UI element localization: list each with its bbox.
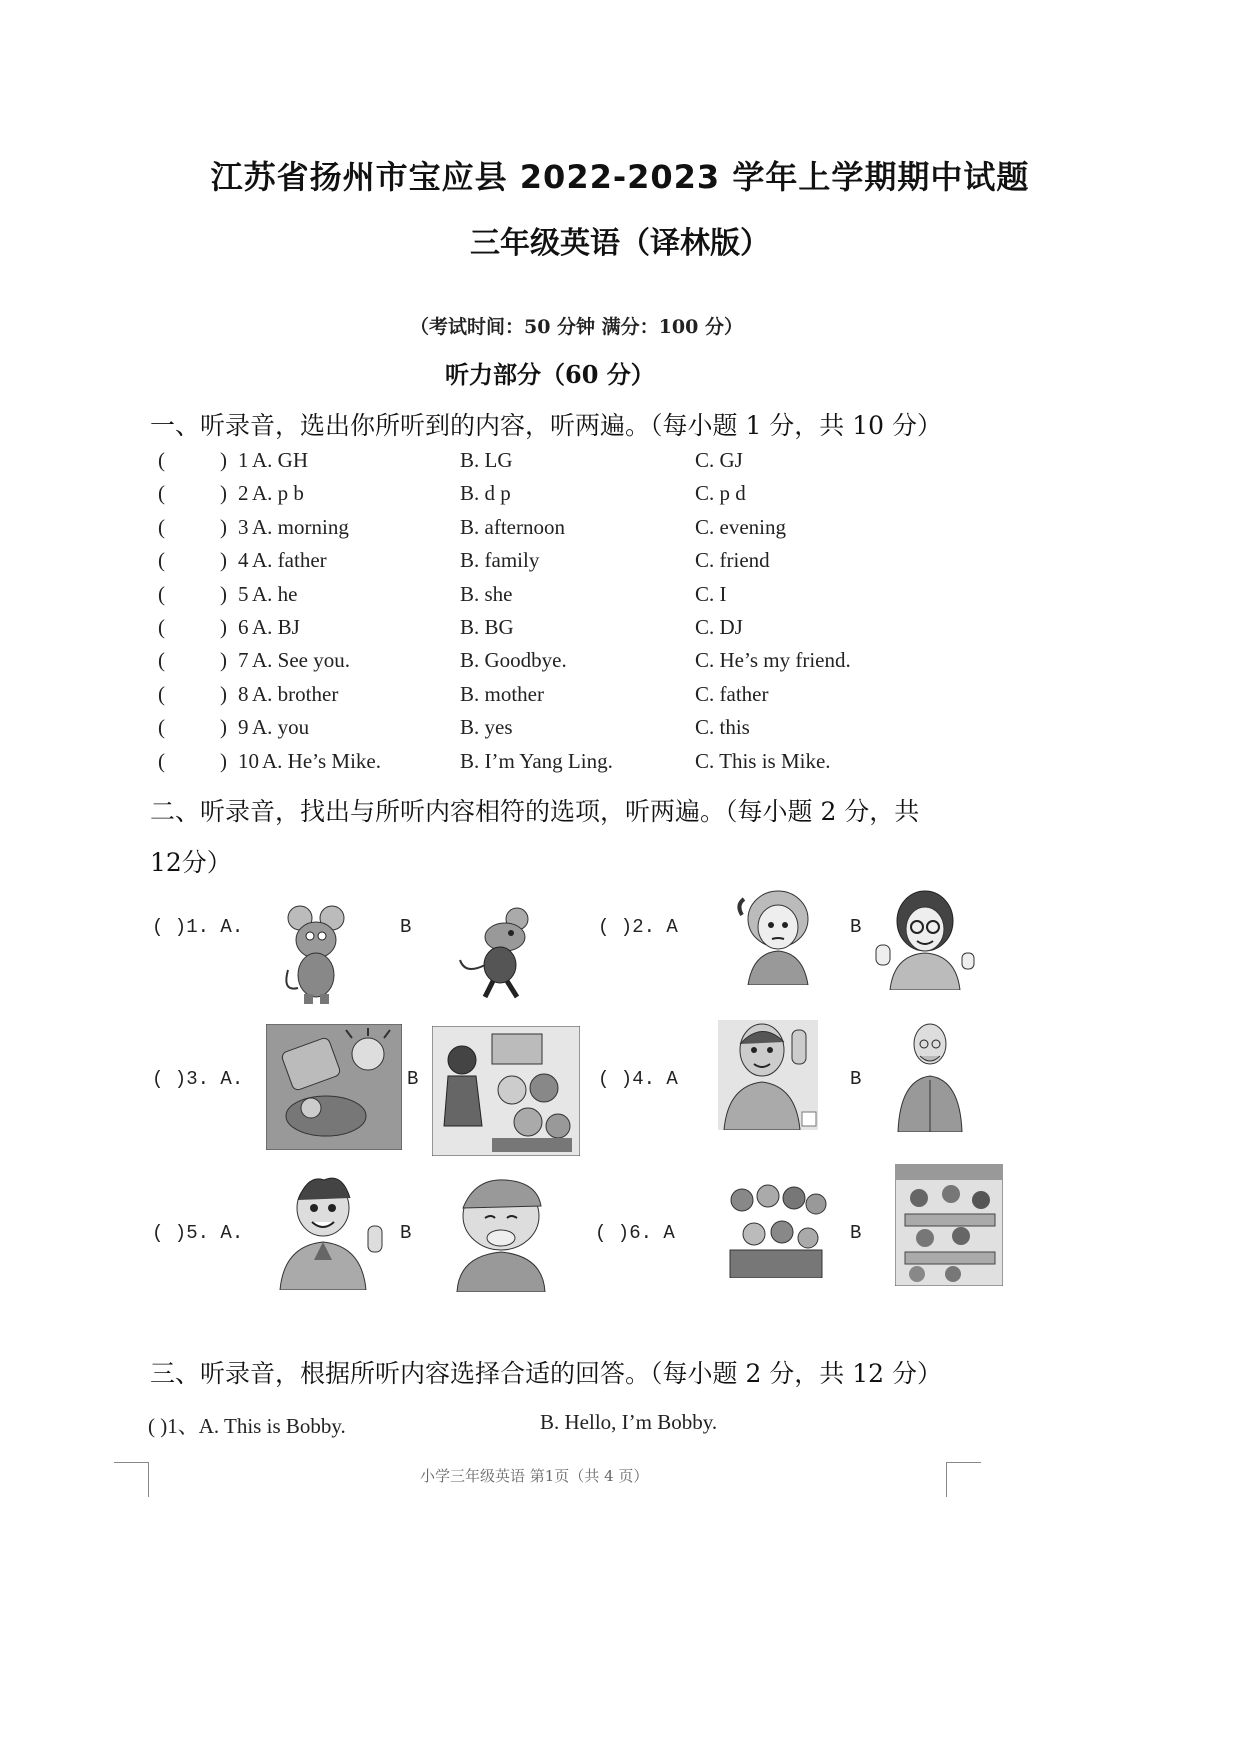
question-row [150, 448, 1050, 478]
answer-paren-close: ) [220, 615, 227, 639]
students-in-classroom-picture [895, 1164, 1003, 1286]
section1-heading: 一、听录音，选出你所听到的内容，听两遍。（每小题 1 分，共 10 分） [150, 411, 943, 440]
option-c: C. He’s my friend. [695, 648, 851, 673]
option-c: C. father [695, 681, 769, 706]
option-c: C. p d [695, 481, 746, 506]
answer-paren-open[interactable]: ( [158, 715, 165, 740]
crop-mark-left [114, 1462, 149, 1497]
listening-part-heading: 听力部分（60 分） [445, 360, 655, 389]
question-number: 10 [238, 748, 259, 773]
question-row [150, 582, 1050, 612]
option-a: A. See you. [252, 648, 350, 673]
man-waving-picture [718, 1020, 818, 1130]
option-a: A. you [252, 715, 310, 740]
question-row [150, 615, 1050, 645]
answer-paren-open[interactable]: ( [158, 481, 165, 506]
page-subtitle: 三年级英语（译林版） [470, 226, 770, 261]
option-b: B. BG [460, 615, 514, 639]
answer-paren-open[interactable]: ( [158, 748, 165, 773]
section3-heading: 三、听录音，根据所听内容选择合适的回答。（每小题 2 分，共 12 分） [150, 1359, 943, 1388]
option-a: A. He’s Mike. [262, 748, 381, 773]
answer-paren-close: ) [220, 748, 227, 773]
question-number: 5 [238, 581, 249, 606]
s2-item-2-label: ( )2. A [598, 916, 678, 938]
option-a: A. he [252, 581, 298, 606]
answer-paren-close: ) [220, 448, 227, 472]
crop-mark-right [946, 1462, 981, 1497]
answer-paren-close: ) [220, 681, 227, 706]
option-a: A. p b [252, 481, 304, 506]
s3-question-1-label: ( )1、A. This is Bobby. [148, 1414, 346, 1438]
option-b: B. yes [460, 715, 513, 740]
question-number: 2 [238, 481, 249, 506]
s2-item-3-label: ( )3. A. [152, 1068, 244, 1090]
option-a: A. BJ [252, 615, 300, 639]
option-a: A. father [252, 548, 327, 573]
option-b: B. d p [460, 481, 511, 506]
boy-waving-picture [268, 1170, 388, 1290]
s2-item-2-b: B [850, 916, 862, 938]
boy-laughing-picture [445, 1172, 557, 1292]
option-c: C. I [695, 581, 727, 606]
option-c: C. DJ [695, 615, 743, 639]
answer-paren-open[interactable]: ( [158, 548, 165, 573]
s2-item-6-b: B [850, 1222, 862, 1244]
option-b: B. she [460, 581, 513, 606]
option-b: B. I’m Yang Ling. [460, 748, 613, 773]
s2-item-4-label: ( )4. A [598, 1068, 678, 1090]
answer-paren-close: ) [220, 648, 227, 673]
question-number: 8 [238, 681, 249, 706]
exam-info: （考试时间：50 分钟 满分：100 分） [410, 316, 743, 338]
answer-paren-open[interactable]: ( [158, 615, 165, 639]
s2-item-1-b: B [400, 916, 412, 938]
mouse-standing-picture [280, 900, 360, 1005]
question-row [150, 715, 1050, 745]
group-of-people-picture [722, 1178, 830, 1278]
option-a: A. brother [252, 681, 339, 706]
classroom-teacher-picture [432, 1026, 580, 1156]
woman-tired-picture [728, 885, 828, 985]
s2-item-4-b: B [850, 1068, 862, 1090]
question-row [150, 682, 1050, 712]
s3-question-1-option-b: B. Hello, I’m Bobby. [540, 1410, 718, 1434]
s2-item-5-label: ( )5. A. [152, 1222, 244, 1244]
question-number: 7 [238, 648, 249, 673]
page-footer: 小学三年级英语 第1页（共 4 页） [420, 1467, 649, 1485]
option-b: B. mother [460, 681, 544, 706]
answer-paren-open[interactable]: ( [158, 514, 165, 539]
answer-paren-close: ) [220, 715, 227, 740]
answer-paren-open[interactable]: ( [158, 648, 165, 673]
question-row [150, 481, 1050, 511]
question-number: 1 [238, 448, 249, 472]
grandfather-picture [890, 1020, 966, 1132]
answer-paren-close: ) [220, 548, 227, 573]
s2-item-3-b: B [407, 1068, 419, 1090]
option-c: C. This is Mike. [695, 748, 831, 773]
s2-item-1-label: ( )1. A. [152, 916, 244, 938]
question-number: 4 [238, 548, 249, 573]
answer-paren-close: ) [220, 581, 227, 606]
question-number: 3 [238, 514, 249, 539]
section2-heading-line2: 12分） [150, 848, 232, 877]
answer-paren-close: ) [220, 514, 227, 539]
question-number: 9 [238, 715, 249, 740]
answer-paren-open[interactable]: ( [158, 681, 165, 706]
section2-heading-line1: 二、听录音，找出与所听内容相符的选项，听两遍。（每小题 2 分，共 [150, 797, 920, 826]
mouse-walking-picture [455, 905, 550, 1000]
question-row [150, 515, 1050, 545]
question-number: 6 [238, 615, 249, 639]
option-c: C. evening [695, 514, 786, 539]
question-row [150, 749, 1050, 779]
option-c: C. this [695, 715, 750, 740]
answer-paren-open[interactable]: ( [158, 581, 165, 606]
page-title: 江苏省扬州市宝应县 2022-2023 学年上学期期中试题 [210, 158, 1030, 196]
question-row [150, 648, 1050, 678]
option-b: B. Goodbye. [460, 648, 567, 673]
s2-item-5-b: B [400, 1222, 412, 1244]
option-c: C. GJ [695, 448, 743, 472]
woman-waving-picture [870, 885, 980, 990]
option-b: B. family [460, 548, 540, 573]
morning-alarm-clock-picture [266, 1024, 402, 1150]
option-c: C. friend [695, 548, 770, 573]
answer-paren-close: ) [220, 481, 227, 506]
option-b: B. afternoon [460, 514, 565, 539]
option-b: B. LG [460, 448, 513, 472]
s2-item-6-label: ( )6. A [595, 1222, 675, 1244]
option-a: A. morning [252, 514, 349, 539]
answer-paren-open[interactable]: ( [158, 448, 165, 472]
option-a: A. GH [252, 448, 308, 472]
question-row [150, 548, 1050, 578]
